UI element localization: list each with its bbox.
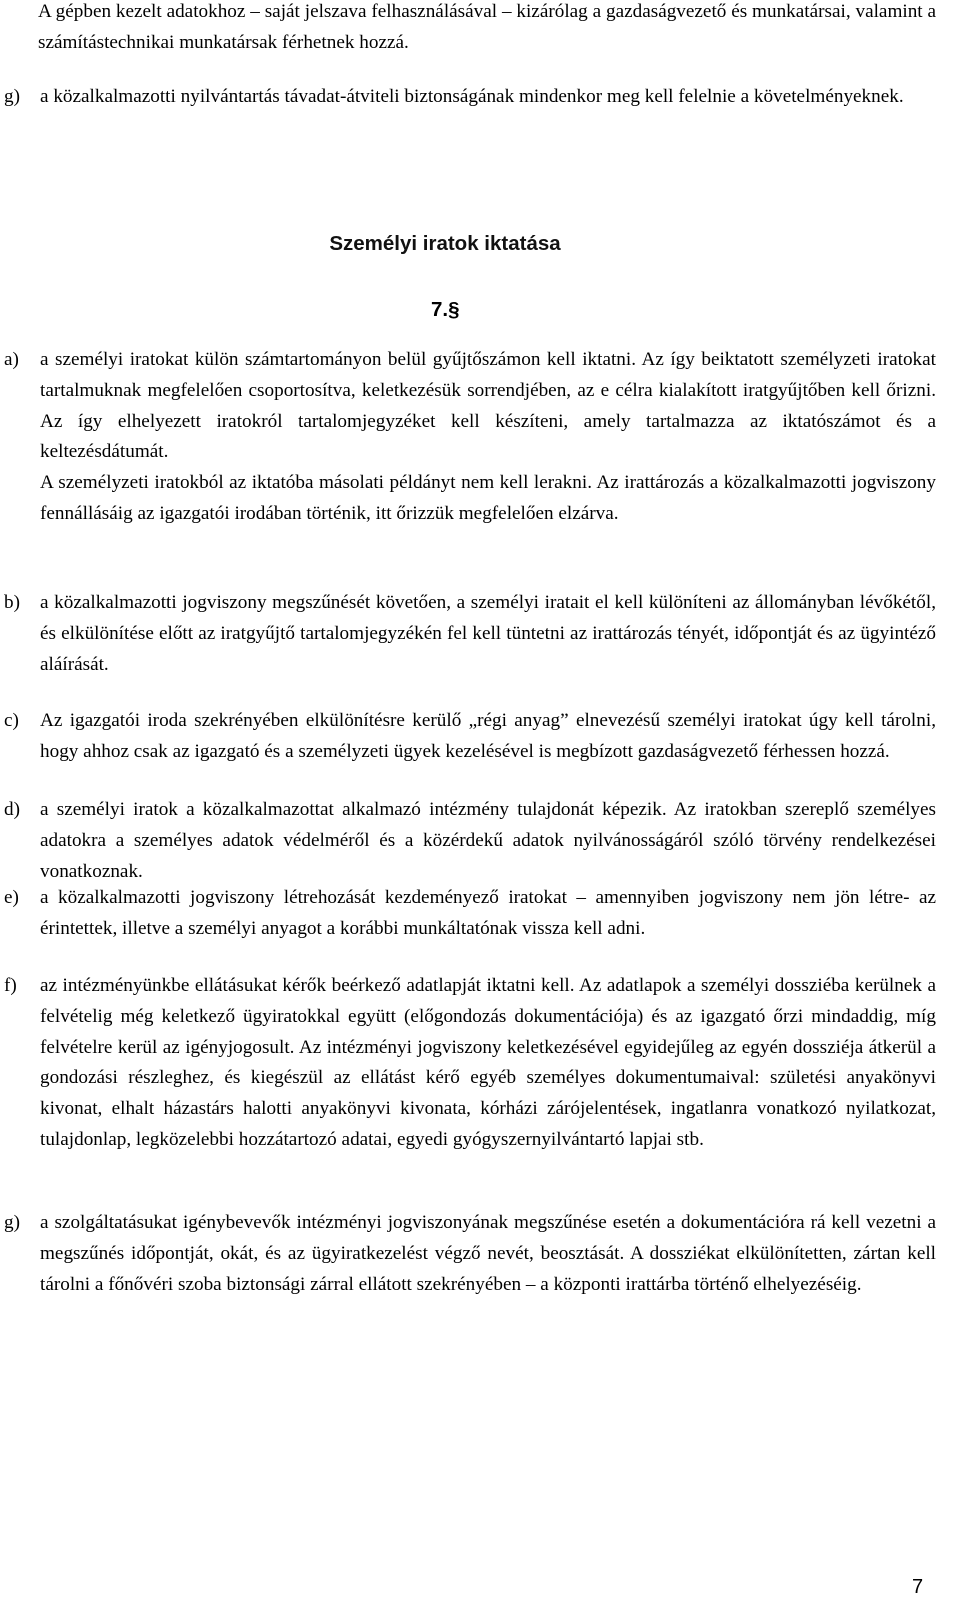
list-item-f xyxy=(4,971,936,1156)
list-item-text: a közalkalmazotti nyilvántartás távadat-átviteli biztonságának mindenkor meg kell felelnie a követelményeknek. xyxy=(40,86,904,107)
intro-continuation-text: A gépben kezelt adatokhoz – saját jelszava felhasználásával – kizárólag a gazdaságvezető és munkatársai, valamint a számítástechnikai munkatársak férhetnek hozzá. xyxy=(38,1,936,53)
page-number: 7 xyxy=(912,1576,924,1598)
list-item-text: az intézményünkbe ellátásukat kérők beérkező adatlapját iktatni kell. Az adatlapok a személyi dossziéba kerülnek a felvételig még keletkező ügyiratokkal együtt (előgondozás dokumentációja) és az igazgató őrzi mindaddig, míg felvételre kerül az igényjogosult. Az intézményi jogviszony keletkezésével egyidejűleg az egyén dossziéja átkerül a gondozási részleghez, és kiegészül az ellátást kérő egyéb személyes dokumentumaival: születési anyakönyvi kivonat, elhalt házastárs halotti anyakönyvi kivonata, kórházi zárójelentések, ingatlanra vonatkozó nyilatkozat, tulajdonlap, legközelebbi hozzátartozó adatai, egyedi gyógyszernyilvántartó lapjai stb. xyxy=(40,975,936,1150)
list-item-text: a közalkalmazotti jogviszony megszűnését követően, a személyi iratait el kell különíteni az állományban lévőkétől, és elkülönítése előtt az iratgyűjtő tartalomjegyzékén fel kell tüntetni az irattározás tényét, időpontját és az ügyintéző aláírását. xyxy=(40,592,936,675)
list-item-d xyxy=(4,795,936,887)
section-number: 7.§ xyxy=(431,298,460,321)
list-item-b xyxy=(4,588,936,680)
list-item-intro-g xyxy=(4,82,936,113)
list-marker: b) xyxy=(4,592,20,613)
list-marker: d) xyxy=(4,799,20,820)
list-marker: g) xyxy=(4,1212,20,1233)
list-item-text: a szolgáltatásukat igénybevevők intézményi jogviszonyának megszűnése esetén a dokumentációra rá kell vezetni a megszűnés időpontját, okát, és az ügyiratkezelést végző nevét, beosztását. A dossziékat elkülönítetten, zártan kell tárolni a főnővéri szoba biztonsági zárral ellátott szekrényében – a központi irattárba történő elhelyezéséig. xyxy=(40,1212,936,1295)
list-item-text: a személyi iratok a közalkalmazottat alkalmazó intézmény tulajdonát képezik. Az iratokban szereplő személyes adatokra a személyes adatok védelméről és a közérdekű adatok nyilvánosságáról szóló törvény rendelkezései vonatkoznak. xyxy=(40,799,936,882)
list-marker: e) xyxy=(4,887,19,908)
intro-continuation xyxy=(38,0,936,59)
section-title: Személyi iratok iktatása xyxy=(329,232,561,255)
list-marker: c) xyxy=(4,710,19,731)
list-item-c xyxy=(4,706,936,768)
list-item-text: Az igazgatói iroda szekrényében elkülönítésre kerülő „régi anyag” elnevezésű személyi iratokat úgy kell tárolni, hogy ahhoz csak az igazgató és a személyzeti ügyek kezelésével is megbízott gazdaságvezető férhessen hozzá. xyxy=(40,710,936,762)
list-item-text: a közalkalmazotti jogviszony létrehozását kezdeményező iratokat – amennyiben jogviszony nem jön létre- az érintettek, illetve a személyi anyagot a korábbi munkáltatónak vissza kell adni. xyxy=(40,887,936,939)
list-item-e xyxy=(4,883,936,945)
list-item-a xyxy=(4,345,936,530)
list-item-text-continued: A személyzeti iratokból az iktatóba másolati példányt nem kell lerakni. Az irattározás a közalkalmazotti jogviszony fennállásáig az igazgatói irodában történik, itt őrizzük megfelelően elzárva. xyxy=(40,472,936,524)
list-item-g xyxy=(4,1208,936,1300)
list-item-text: a személyi iratokat külön számtartományon belül gyűjtőszámon kell iktatni. Az így beiktatott személyzeti iratokat tartalmuknak megfelelően csoportosítva, keletkezésük sorrendjében, az e célra kialakított iratgyűjtőben kell őrizni. Az így elhelyezett iratokról tartalomjegyzéket kell készíteni, amely tartalmazza az iktatószámot és a keltezésdátumát. xyxy=(40,349,936,463)
list-marker: g) xyxy=(4,86,20,107)
list-marker: f) xyxy=(4,975,17,996)
list-marker: a) xyxy=(4,349,19,370)
